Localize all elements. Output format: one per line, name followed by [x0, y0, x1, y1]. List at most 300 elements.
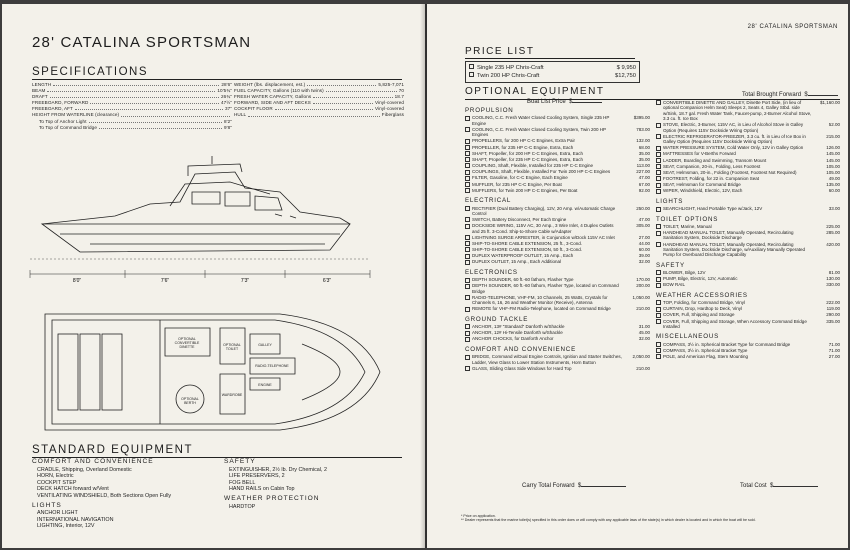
leader-dots [53, 82, 219, 86]
spec-value: 10'5¾" [217, 88, 232, 94]
option-checkbox[interactable] [656, 307, 661, 312]
option-checkbox[interactable] [465, 182, 470, 187]
option-row[interactable] [656, 164, 840, 169]
option-description: DOCKSIDE WIRING, 115V AC, 30 Amp., 3 Wire Inlet, 4 Duplex Outlets and 25 ft. 3-Cond. Ship-to-Shore Cable w/Adapter [472, 223, 614, 234]
option-checkbox[interactable] [465, 217, 470, 222]
option-price: 305.00 [636, 223, 650, 229]
option-price: 145.00 [826, 157, 840, 163]
option-checkbox[interactable] [656, 348, 661, 353]
option-row[interactable] [465, 175, 650, 180]
option-row[interactable] [465, 306, 650, 311]
page-title: 28' CATALINA SPORTSMAN [32, 34, 252, 51]
std-item: HAND RAILS on Cabin Top [229, 486, 295, 493]
option-row[interactable] [465, 151, 650, 156]
spec-label: FREEBOARD, FORWARD [32, 100, 89, 106]
option-price: 39.00 [638, 253, 650, 259]
option-checkbox[interactable] [656, 283, 661, 288]
checkbox[interactable] [469, 72, 474, 77]
option-row[interactable] [656, 282, 840, 287]
option-row[interactable] [465, 253, 650, 258]
option-description: MUFFLER, for 235 HP C-C Engine, Per Boat [472, 181, 562, 187]
option-row[interactable] [465, 247, 650, 252]
option-description: ANCHOR CHOCKS, for Danforth Anchor [472, 336, 554, 342]
option-description: FOOTREST, Folding, for 22 in. Companion Seat [663, 176, 760, 182]
option-description: SEAT, Helmsman, 20-in., Folding (Footrest, Footrest Not Required) [663, 169, 797, 175]
option-description: PROPELLERS, for 200 HP C-C Engines, Extra Pair [472, 138, 575, 144]
option-price: 31.00 [638, 324, 650, 330]
option-price: 170.00 [636, 277, 650, 283]
plan-label: OPTIONAL TOILET [223, 343, 241, 351]
std-item: INTERNATIONAL NAVIGATION [37, 516, 114, 523]
option-price: 126.00 [826, 145, 840, 151]
option-checkbox[interactable] [465, 224, 470, 229]
option-price: 47.00 [638, 175, 650, 181]
option-price: 285.00 [826, 230, 840, 236]
optional-right-column [656, 100, 840, 360]
total-cost-field[interactable] [773, 486, 818, 487]
option-row[interactable] [656, 188, 840, 193]
option-checkbox[interactable] [656, 354, 661, 359]
option-row[interactable] [465, 354, 650, 365]
leader-dots [326, 88, 397, 92]
option-description: DUPLEX WATERPROOF OUTLET, 15 Amp., Each [472, 253, 574, 259]
price-row[interactable] [469, 72, 636, 80]
option-price: 119.00 [826, 306, 840, 312]
option-checkbox[interactable] [656, 189, 661, 194]
option-price: 1,050.00 [632, 294, 650, 300]
option-description: ANCHOR, 13# "Standard" Danforth w/Shackle [472, 324, 565, 330]
dollar-sign: $ [804, 92, 808, 98]
option-checkbox[interactable] [656, 231, 661, 236]
option-checkbox[interactable] [465, 235, 470, 240]
spec-value: 8'2" [223, 118, 232, 124]
option-checkbox[interactable] [656, 134, 661, 139]
spec-label: BEAM [32, 88, 46, 94]
std-item: LIGHTING, Interior, 12V [37, 523, 95, 530]
option-price: 35.00 [638, 156, 650, 162]
leader-dots [275, 106, 373, 110]
option-description: SEARCHLIGHT, Hand Portable Type w/Jack, 12V [663, 206, 763, 212]
spec-value: Fiberglass [381, 112, 404, 118]
option-checkbox[interactable] [465, 139, 470, 144]
option-row[interactable] [465, 336, 650, 341]
spec-label: LENGTH [32, 82, 52, 87]
spec-label: To Top of Anchor Light [39, 118, 87, 124]
option-checkbox[interactable] [465, 241, 470, 246]
option-row[interactable] [465, 223, 650, 234]
option-checkbox[interactable] [465, 284, 470, 289]
price-row-value: $ 9,950 [616, 65, 636, 71]
option-price: 92.00 [638, 187, 650, 193]
option-checkbox[interactable] [465, 307, 470, 312]
option-description: HANDHEAD MANUAL TOILET, Manually Operated, Recirculating Sanitation System, Dockside Discharge, w/Auxiliary Manually Operated Pump for Overboard Discharge Capability [663, 241, 806, 258]
specs-left-column [32, 82, 232, 131]
option-price: 222.00 [826, 300, 840, 306]
std-group-heading: WEATHER PROTECTION [224, 494, 320, 502]
price-list-box [465, 61, 640, 83]
option-group-heading: GROUND TACKLE [465, 315, 529, 323]
option-price: 81.00 [828, 269, 840, 275]
standard-equipment-col2 [224, 456, 404, 510]
option-row[interactable] [656, 270, 840, 275]
option-checkbox[interactable] [656, 319, 661, 324]
option-price: 44.00 [638, 240, 650, 246]
option-price: 290.00 [826, 312, 840, 318]
option-checkbox[interactable] [465, 331, 470, 336]
option-price: 145.00 [826, 151, 840, 157]
option-checkbox[interactable] [656, 176, 661, 181]
option-row[interactable] [656, 100, 840, 121]
boat-profile-drawing [20, 154, 420, 294]
option-row[interactable] [465, 259, 650, 264]
option-row[interactable] [656, 242, 840, 258]
option-description: MATTRESSES for V-Berths Forward [663, 151, 736, 157]
spec-value: 26¾" [221, 94, 232, 100]
option-description: BLOWER, Bilge, 12V [663, 269, 706, 275]
price-row-label: Single 235 HP Chris-Craft [477, 65, 544, 71]
leader-dots [99, 125, 222, 129]
option-price: 68.00 [638, 144, 650, 150]
option-checkbox[interactable] [465, 157, 470, 162]
leader-dots [50, 94, 219, 98]
total-brought-forward-field[interactable] [808, 95, 838, 96]
plan-label: OPTIONAL CONVERTIBLE DINETTE [174, 337, 200, 349]
option-row[interactable] [465, 182, 650, 187]
option-price: 60.00 [638, 247, 650, 253]
option-row[interactable] [656, 354, 840, 359]
option-price: 335.00 [826, 318, 840, 324]
option-checkbox[interactable] [656, 207, 661, 212]
option-checkbox[interactable] [656, 152, 661, 157]
option-description: DUPLEX OUTLET, 15 Amp., Each Additional [472, 259, 562, 265]
option-description: SEAT, Companion, 20-in., Folding, Less Footrest [663, 163, 761, 169]
spec-value: 18.7 [394, 94, 404, 100]
option-checkbox[interactable] [656, 170, 661, 175]
option-description: COMPASS, 3½ in. Spherical Bracket Type for Command Bridge [663, 341, 791, 347]
option-checkbox[interactable] [465, 127, 470, 132]
option-description: LIGHTNING SURGE ARRESTER, in Conjunction w/Dock 115V AC Inlet [472, 234, 615, 240]
option-description: REMOTE for VHF-FM Radio-Telephone, located on Command Bridge [472, 306, 611, 312]
option-row[interactable] [465, 241, 650, 246]
boat-list-price-text: Boat List Price [527, 99, 566, 105]
option-row[interactable] [465, 188, 650, 193]
spec-label: FUEL CAPACITY, Gallons (110 with twins) [234, 88, 324, 94]
option-description: DEPTH SOUNDER, 60 ft.-60 fathom, Flasher Type, located on Command Bridge [472, 283, 619, 294]
option-price: 113.00 [636, 163, 650, 169]
option-row[interactable] [465, 206, 650, 217]
option-checkbox[interactable] [656, 224, 661, 229]
option-description: COOLING, C.C. Fresh Water Closed Cooling System, Twin 200 HP Engines [472, 126, 606, 138]
option-price: 132.00 [636, 138, 650, 144]
plan-label: GALLEY [258, 343, 272, 347]
option-checkbox[interactable] [465, 176, 470, 181]
option-row[interactable] [465, 283, 650, 294]
option-checkbox[interactable] [656, 164, 661, 169]
spec-row [32, 125, 232, 131]
option-group-heading: TOILET OPTIONS [656, 215, 719, 223]
option-description: DEPTH SOUNDER, 60 ft.-60 fathom, Flasher Type [472, 277, 574, 283]
option-description: GLASS, Sliding Glass Side Windows for Hard Top [472, 365, 572, 371]
price-row-label: Twin 200 HP Chris-Craft [477, 73, 540, 79]
option-checkbox[interactable] [656, 270, 661, 275]
option-checkbox[interactable] [656, 342, 661, 347]
option-group-heading: ELECTRICAL [465, 197, 512, 205]
option-price: 60.00 [828, 188, 840, 194]
plan-label: RADIO-TELEPHONE [255, 364, 289, 368]
leader-dots [75, 106, 223, 110]
option-row[interactable] [465, 235, 650, 240]
option-row[interactable] [656, 122, 840, 133]
option-description: CURTAIN, Drop, Hardtop to Deck, Vinyl [663, 306, 743, 312]
carry-total-forward-label [522, 483, 626, 489]
option-description: ELECTRIC REFRIGERATOR-FREEZER, 3.3 cu. ft. in Lieu of Ice Box in Galley Option (Requires 115V Dockside Wiring Option) [663, 133, 806, 144]
option-row[interactable] [465, 217, 650, 222]
option-row[interactable] [465, 169, 650, 174]
option-description: CONVERTIBLE DINETTE AND GALLEY, Dinette Port Side, (in lieu of optional Companion Helm Seat) Sleeps 2, Seats 4, Galley Stbd. side w/Sink, 18.7 gal. Fresh Water Tank, Faucet-pump, 2-Burner Alcohol Stove, 3.3 cu. ft. Ice Box [663, 100, 812, 122]
standard-equipment-heading: STANDARD EQUIPMENT [32, 444, 193, 456]
std-item: COCKPIT STEP [37, 479, 77, 486]
option-checkbox[interactable] [465, 366, 470, 371]
option-row[interactable] [656, 348, 840, 353]
option-description: SHAFT, Propeller, for 235 HP C-C Engines, Extra, Each [472, 156, 583, 162]
option-row[interactable] [465, 145, 650, 150]
option-checkbox[interactable] [465, 206, 470, 211]
option-description: WATER PRESSURE SYSTEM, Cold Water Only, 12V in Galley Option [663, 145, 804, 151]
carry-total-forward-field[interactable] [581, 486, 626, 487]
option-description: COVER, Full, Shipping and Storage [663, 312, 735, 318]
std-item: HARDTOP [229, 503, 256, 510]
option-price: 52.00 [828, 122, 840, 128]
option-checkbox[interactable] [656, 277, 661, 282]
option-checkbox[interactable] [465, 355, 470, 360]
option-description: SHIP-TO-SHORE CABLE EXTENSION, 25 ft., 3-Cond. [472, 240, 582, 246]
option-row[interactable] [656, 342, 840, 347]
option-description: SWITCH, Battery Disconnect, Per Each Engine [472, 217, 567, 223]
option-row[interactable] [465, 157, 650, 162]
std-item: CRADLE, Shipping, Overland Domestic [37, 466, 132, 473]
right-page [427, 4, 848, 548]
option-row[interactable] [656, 170, 840, 175]
spec-label: COCKPIT FLOOR [234, 106, 273, 112]
option-price: 49.00 [828, 176, 840, 182]
option-checkbox[interactable] [465, 116, 470, 121]
option-row[interactable] [465, 324, 650, 329]
option-row[interactable] [465, 127, 650, 138]
leader-dots [121, 112, 230, 116]
option-price: 210.00 [636, 306, 650, 312]
checkbox[interactable] [469, 64, 474, 69]
footnotes [461, 514, 836, 522]
option-group-heading: WEATHER ACCESSORIES [656, 291, 748, 299]
dimension-label: 6'3" [322, 278, 332, 284]
option-checkbox[interactable] [656, 183, 661, 188]
total-cost-label [740, 483, 818, 489]
option-row[interactable] [656, 300, 840, 305]
option-row[interactable] [656, 312, 840, 317]
option-row[interactable] [656, 176, 840, 181]
plan-label: ENGINE [258, 383, 272, 387]
option-description: WIPER, Windshield, Electric, 12V, Each [663, 188, 743, 194]
leader-dots [47, 88, 215, 92]
option-group-heading: MISCELLANEOUS [656, 333, 720, 341]
option-description: TOILET, Marine, Manual [663, 223, 712, 229]
option-price: 420.00 [826, 241, 840, 247]
price-list-heading: PRICE LIST [465, 46, 535, 57]
option-description: POLE, and American Flag, Stern Mounting [663, 354, 749, 360]
option-row[interactable] [656, 134, 840, 145]
option-row[interactable] [656, 206, 840, 211]
spec-value: 5,825-7,071 [378, 82, 404, 87]
std-item: HORN, Electric [37, 473, 74, 480]
option-price: 105.00 [826, 169, 840, 175]
specifications-rule [32, 79, 402, 80]
option-price: 2,050.00 [632, 354, 650, 360]
option-row[interactable] [465, 366, 650, 371]
option-price: 27.00 [638, 234, 650, 240]
leader-dots [90, 100, 219, 104]
dollar-sign: $ [569, 99, 573, 105]
option-description: LADDER, Boarding and Swimming, Transom Mount [663, 157, 767, 163]
dimension-label: 7'3" [240, 278, 250, 284]
option-row[interactable] [656, 182, 840, 187]
option-description: TOP, Folding, for Command Bridge, Vinyl [663, 300, 746, 306]
option-checkbox[interactable] [465, 188, 470, 193]
option-price: $1,160.00 [819, 100, 840, 105]
option-row[interactable] [656, 151, 840, 156]
option-description: COUPLINGS, Shaft, Flexible, Installed For Twin 200 HP C-C Engines [472, 169, 611, 175]
option-price: 35.00 [638, 150, 650, 156]
option-row[interactable] [465, 138, 650, 143]
option-row[interactable] [656, 224, 840, 229]
option-row[interactable] [656, 306, 840, 311]
option-checkbox[interactable] [465, 247, 470, 252]
option-description: PROPELLER, for 235 HP C-C Engine, Extra, Each [472, 144, 574, 150]
option-row[interactable] [656, 145, 840, 150]
option-checkbox[interactable] [465, 295, 470, 300]
option-price: 32.00 [638, 336, 650, 342]
option-group-heading: PROPULSION [465, 107, 514, 114]
option-description: RECTIFIER (Dual Battery Charging), 12V, 20 Amp. w/Automatic Charge Control [472, 205, 616, 216]
option-price: 33.00 [828, 206, 840, 212]
optional-left-column [465, 103, 650, 372]
option-price: 215.00 [826, 133, 840, 139]
spec-value: 28'6" [221, 82, 232, 87]
option-description: SHAFT, Propeller, for 200 HP C-C Engines, Extra, Each [472, 150, 583, 156]
option-checkbox[interactable] [465, 278, 470, 283]
option-checkbox[interactable] [465, 163, 470, 168]
leader-dots [248, 112, 380, 116]
standard-equipment-col1 [32, 456, 222, 530]
option-row[interactable] [656, 319, 840, 330]
std-item: ANCHOR LIGHT [37, 510, 78, 517]
spec-value: 70 [398, 88, 404, 94]
option-description: FILTER, Gasoline, for C-C Engine, Each Engine [472, 175, 568, 181]
option-row[interactable] [656, 276, 840, 281]
option-checkbox[interactable] [465, 337, 470, 342]
spec-label: HEIGHT FROM WATERLINE (clearance) [32, 112, 120, 118]
option-checkbox[interactable] [465, 145, 470, 150]
option-group-heading: LIGHTS [656, 197, 684, 205]
option-checkbox[interactable] [656, 100, 661, 105]
option-price: 200.00 [636, 283, 650, 289]
option-group-heading: COMFORT AND CONVENIENCE [465, 345, 576, 353]
dollar-sign: $ [577, 483, 582, 489]
option-price: 250.00 [636, 205, 650, 211]
option-description: COMPASS, 3½ in. Spherical Bracket Type [663, 347, 748, 353]
plan-label: OPTIONAL BERTH [181, 397, 199, 405]
option-row[interactable] [656, 230, 840, 241]
dimension-label: 8'0" [72, 278, 82, 284]
option-row[interactable] [465, 295, 650, 306]
option-checkbox[interactable] [465, 260, 470, 265]
leader-dots [307, 82, 376, 86]
spec-label: FORWARD, SIDE AND AFT DECKS [234, 100, 311, 106]
option-price: $395.00 [633, 115, 650, 121]
spec-row [234, 112, 404, 118]
option-checkbox[interactable] [465, 324, 470, 329]
spec-value: Vinyl-covered [374, 100, 404, 106]
option-checkbox[interactable] [465, 170, 470, 175]
spec-value: 37" [224, 106, 232, 112]
option-checkbox[interactable] [656, 158, 661, 163]
specs-right-column [234, 82, 404, 119]
total-cost-text: Total Cost [740, 483, 767, 489]
price-row[interactable] [469, 64, 636, 72]
option-row[interactable] [465, 115, 650, 126]
std-group-heading: COMFORT AND CONVENIENCE [32, 458, 154, 465]
option-row[interactable] [465, 277, 650, 282]
optional-equipment-heading: OPTIONAL EQUIPMENT [465, 86, 605, 97]
option-description: ANCHOR, 12# Hi-Tensile Danforth w/Shackle [472, 330, 563, 336]
footnote: ** Dealer represents that the marine toilet(s) specified in this order does or will comply with any applicable laws of the state(s) in which dealer is located and in which the boat will be sold. [461, 518, 756, 523]
spec-label: HULL [234, 112, 247, 118]
option-checkbox[interactable] [656, 146, 661, 151]
total-brought-forward-text: Total Brought Forward [742, 92, 802, 98]
option-price: 227.00 [636, 169, 650, 175]
option-group-heading: SAFETY [656, 261, 685, 269]
spec-label: DRAFT [32, 94, 48, 100]
spec-value: Vinyl-covered [374, 106, 404, 112]
option-price: 45.00 [638, 330, 650, 336]
option-checkbox[interactable] [656, 242, 661, 247]
option-row[interactable] [465, 163, 650, 168]
spec-value: 9'8" [223, 124, 232, 130]
option-price: 27.00 [828, 354, 840, 360]
option-price: 330.00 [826, 282, 840, 288]
option-price: 71.00 [828, 341, 840, 347]
deck-plan-drawing [40, 304, 390, 439]
option-description: RADIO-TELEPHONE, VHF-FM, 10 Channels, 25 Watts, Crystals for Channels 6, 16, 26 and Weather Monitor (Receive), Antenna [472, 294, 608, 306]
option-description: BOW RAIL [663, 282, 686, 288]
option-checkbox[interactable] [656, 300, 661, 305]
option-description: STOVE, Electric, 3-Burner, 115V AC, in Lieu of Alcohol Stove in Galley Option (Requires 115V Dockside Wiring Option) [663, 122, 804, 133]
option-row[interactable] [465, 330, 650, 335]
option-row[interactable] [656, 158, 840, 163]
option-checkbox[interactable] [656, 313, 661, 318]
std-item: EXTINGUISHER, 2½ lb. Dry Chemical, 2 [229, 466, 327, 473]
option-checkbox[interactable] [465, 254, 470, 259]
std-item: VENTILATING WINDSHIELD, Both Sections Open Fully [37, 492, 172, 499]
option-checkbox[interactable] [465, 151, 470, 156]
option-checkbox[interactable] [656, 123, 661, 128]
option-group-heading: ELECTRONICS [465, 268, 518, 276]
std-group-heading: LIGHTS [32, 501, 62, 509]
option-price: 783.00 [636, 126, 650, 132]
option-price: 47.00 [638, 217, 650, 223]
std-item: DECK HATCH forward w/Vent [37, 486, 109, 493]
total-brought-forward-label [742, 92, 838, 98]
price-row-value: $12,750 [615, 73, 636, 79]
